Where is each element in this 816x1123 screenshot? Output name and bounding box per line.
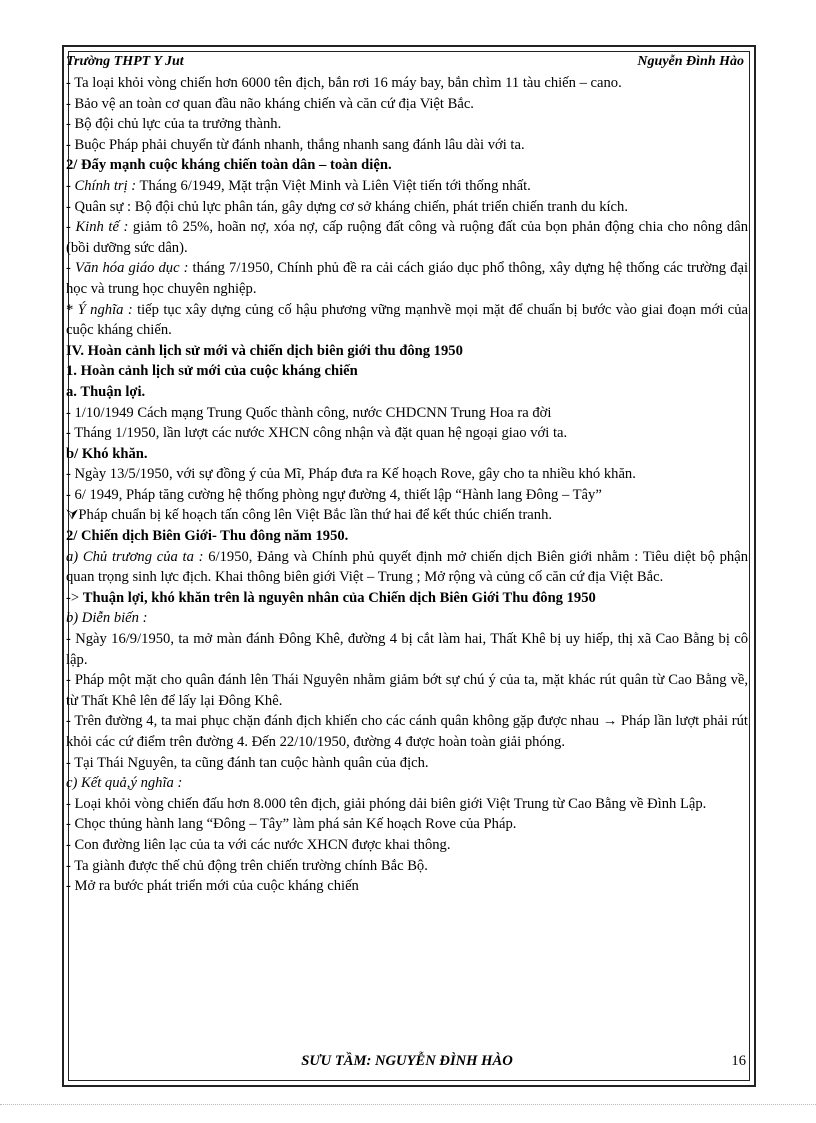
section-heading: 2/ Đẩy mạnh cuộc kháng chiến toàn dân – toàn diện. bbox=[66, 157, 392, 174]
development-line: - Pháp một mặt cho quân đánh lên Thái Nguyên nhằm giảm bớt sự chú ý của ta, mặt khác rút quân từ Cao Bằng về, từ Thất Khê lên để lấy lại Đông Khê. bbox=[66, 672, 748, 709]
result-item: - Con đường liên lạc của ta với các nước XHCN được khai thông. bbox=[66, 836, 451, 853]
result-line: - Ta loại khỏi vòng chiến hơn 6000 tên địch, bắn rơi 16 máy bay, bắn chìm 11 tàu chiến – cano. bbox=[66, 75, 622, 91]
culture-label: Văn hóa giáo dục : bbox=[74, 260, 189, 277]
star: * bbox=[66, 301, 78, 318]
conclusion-line bbox=[66, 588, 748, 609]
significance-text: tiếp tục xây dựng củng cố hậu phương vững mạnhvề mọi mặt để chuẩn bị bước vào giai đoạn mới của cuộc kháng chiến. bbox=[66, 301, 749, 339]
developments-heading: b) Diễn biến : bbox=[66, 610, 148, 627]
difficulty-line: - Ngày 13/5/1950, với sự đồng ý của Mĩ, Pháp đưa ra Kế hoạch Rove, gây cho ta nhiều khó khăn. bbox=[66, 466, 636, 483]
development-line: - Tại Thái Nguyên, ta cũng đánh tan cuộc hành quân của địch. bbox=[66, 754, 429, 771]
result-line: - Buộc Pháp phải chuyển từ đánh nhanh, thắng nhanh sang đánh lâu dài với ta. bbox=[66, 136, 525, 153]
advantage-line: - 1/10/1949 Cách mạng Trung Quốc thành công, nước CHDCNN Trung Hoa ra đời bbox=[66, 404, 552, 421]
result-item: - Ta giành được thế chủ động trên chiến trường chính Bắc Bộ. bbox=[66, 857, 428, 874]
result-line: - Bộ đội chủ lực của ta trưởng thành. bbox=[66, 116, 282, 133]
document-body bbox=[66, 73, 748, 897]
page-header bbox=[66, 54, 744, 72]
development-line: - Trên đường 4, ta mai phục chặn đánh địch khiến cho các cánh quân không gặp được nhau → Pháp lần lượt phải rút khỏi các cứ điểm trên đường 4. Đến 22/10/1950, đường 4 được hoàn toàn giải phóng. bbox=[66, 713, 748, 750]
dash: - bbox=[66, 219, 76, 236]
page-number: 16 bbox=[731, 1053, 746, 1069]
section-heading: IV. Hoàn cảnh lịch sử mới và chiến dịch biên giới thu đông 1950 bbox=[66, 342, 463, 359]
policy-paragraph bbox=[66, 547, 748, 588]
military-paragraph: - Quân sự : Bộ đội chủ lực phân tán, gây dựng cơ sở kháng chiến, phát triển chiến tranh du kích. bbox=[66, 198, 628, 215]
difficulties-heading: b/ Khó khăn. bbox=[66, 445, 148, 462]
dash: - bbox=[66, 260, 75, 277]
result-item: - Loại khỏi vòng chiến đấu hơn 8.000 tên địch, giải phóng dải biên giới Việt Trung từ Cao Bằng về Đình Lập. bbox=[66, 795, 707, 812]
advantages-heading: a. Thuận lợi. bbox=[66, 383, 146, 400]
dash: - bbox=[66, 177, 75, 194]
section-heading: 2/ Chiến dịch Biên Giới- Thu đông năm 1950. bbox=[66, 528, 349, 545]
bottom-dotted-rule bbox=[0, 1104, 816, 1105]
economy-paragraph bbox=[66, 217, 748, 258]
politics-paragraph bbox=[66, 176, 748, 197]
results-heading: c) Kết quả,ý nghĩa : bbox=[66, 775, 183, 792]
significance-paragraph bbox=[66, 300, 748, 341]
culture-paragraph bbox=[66, 258, 748, 299]
development-line: - Ngày 16/9/1950, ta mở màn đánh Đông Khê, đường 4 bị cắt làm hai, Thất Khê bị uy hiếp, thị xã Cao Bằng bị cô lập. bbox=[66, 631, 748, 668]
header-school: Trường THPT Y Jut bbox=[66, 54, 184, 69]
politics-text: Tháng 6/1949, Mặt trận Việt Minh và Liên Việt tiến tới thống nhất. bbox=[136, 177, 531, 194]
difficulty-line bbox=[66, 505, 748, 526]
header-author: Nguyễn Đình Hào bbox=[637, 54, 744, 69]
result-line: - Bảo vệ an toàn cơ quan đầu não kháng chiến và căn cứ địa Việt Bắc. bbox=[66, 95, 474, 112]
policy-label: a) Chủ trương của ta : bbox=[66, 548, 204, 565]
economy-text: giảm tô 25%, hoãn nợ, xóa nợ, cấp ruộng đất công và ruộng đất của bọn phản động chia cho nông dân (bồi dưỡng sức dân). bbox=[66, 219, 748, 256]
difficulty-text: Pháp chuẩn bị kế hoạch tấn công lên Việt Bắc lần thứ hai để kết thúc chiến tranh. bbox=[78, 507, 553, 524]
policy-text: 6/1950, Đảng và Chính phủ quyết định mở chiến dịch Biên giới nhằm : Tiêu diệt bộ phận quan trọng sinh lực địch. Khai thông biên giới Việt – Trung ; Mở rộng và củng cố căn cứ địa Việt Bắc. bbox=[66, 548, 748, 586]
page-footer bbox=[66, 1053, 748, 1073]
result-item: - Chọc thủng hành lang “Đông – Tây” làm phá sản Kế hoạch Rove của Pháp. bbox=[66, 816, 517, 833]
conclusion-text: Thuận lợi, khó khăn trên là nguyên nhân của Chiến dịch Biên Giới Thu đông 1950 bbox=[82, 589, 596, 606]
subsection-heading: 1. Hoàn cảnh lịch sử mới của cuộc kháng chiến bbox=[66, 363, 358, 380]
footer-credit: SƯU TẦM: NGUYỄN ĐÌNH HÀO bbox=[301, 1053, 513, 1069]
significance-label: Ý nghĩa : bbox=[77, 301, 133, 318]
arrow: -> bbox=[66, 589, 83, 606]
advantage-line: - Tháng 1/1950, lần lượt các nước XHCN công nhận và đặt quan hệ ngoại giao với ta. bbox=[66, 425, 568, 442]
culture-text: tháng 7/1950, Chính phủ đề ra cải cách giáo dục phổ thông, xây dựng hệ thống các trường đại học và trung học chuyên nghiệp. bbox=[66, 260, 749, 297]
politics-label: Chính trị : bbox=[74, 177, 137, 194]
difficulty-line: - 6/ 1949, Pháp tăng cường hệ thống phòng ngự đường 4, thiết lập “Hành lang Đông – Tây” bbox=[66, 486, 602, 503]
arrow-icon: ⮛ bbox=[66, 507, 79, 524]
economy-label: Kinh tế : bbox=[75, 219, 129, 236]
result-item: - Mở ra bước phát triển mới của cuộc kháng chiến bbox=[66, 878, 359, 895]
